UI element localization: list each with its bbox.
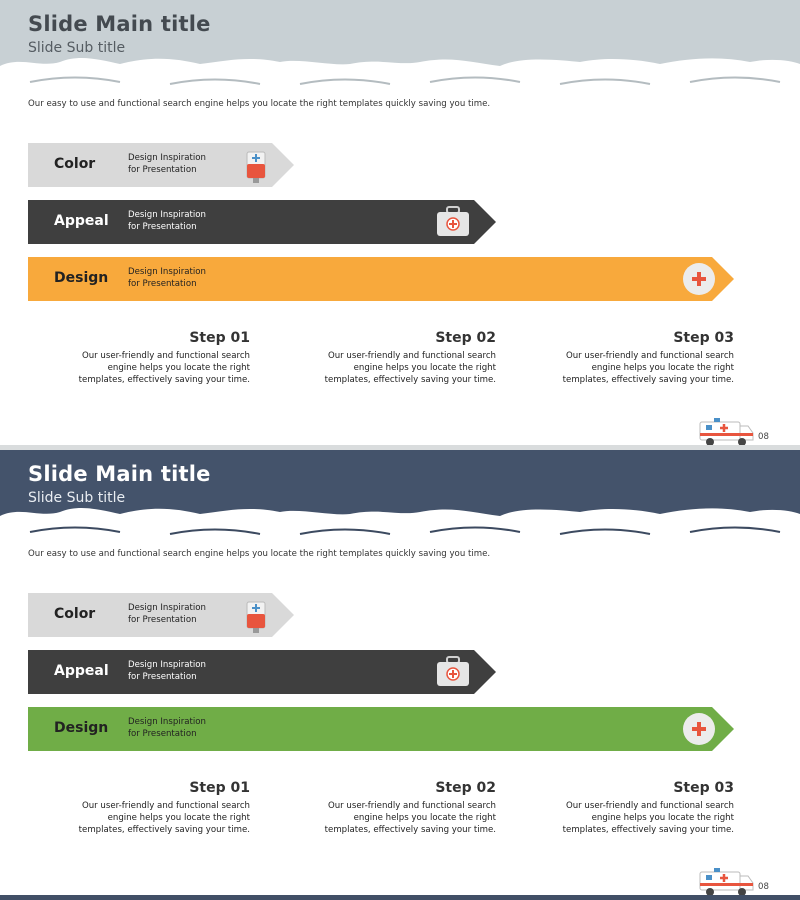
arrow-appeal <box>28 200 496 244</box>
page-number: 08 <box>758 432 769 442</box>
intro-text: Our easy to use and functional search engine helps you locate the right templates quickly saving you time. <box>28 99 491 109</box>
step-block <box>512 780 734 836</box>
step-block <box>512 330 734 386</box>
slide-header <box>0 0 800 100</box>
arrow-description: Design Inspiration for Presentation <box>128 210 206 232</box>
step-block <box>28 780 250 836</box>
step-text: Our user-friendly and functional search engine helps you locate the right templates, effectively saving your time. <box>562 801 734 835</box>
arrow-label: Color <box>54 606 96 622</box>
arrow-description: Design Inspiration for Presentation <box>128 603 206 625</box>
slide-header <box>0 450 800 550</box>
footer-bar <box>0 895 800 900</box>
step-text: Our user-friendly and functional search engine helps you locate the right templates, effectively saving your time. <box>78 351 250 385</box>
slide-subtitle: Slide Sub title <box>28 40 126 56</box>
step-title: Step 01 <box>189 330 250 346</box>
arrow-description: Design Inspiration for Presentation <box>128 660 206 682</box>
step-title: Step 03 <box>673 330 734 346</box>
arrow-appeal <box>28 650 496 694</box>
step-block <box>274 330 496 386</box>
arrow-design <box>28 707 734 751</box>
page-number: 08 <box>758 882 769 892</box>
arrow-color <box>28 143 294 187</box>
step-title: Step 03 <box>673 780 734 796</box>
intro-text: Our easy to use and functional search engine helps you locate the right templates quickly saving you time. <box>28 549 491 559</box>
arrow-label: Color <box>54 156 96 172</box>
step-text: Our user-friendly and functional search engine helps you locate the right templates, effectively saving your time. <box>324 351 496 385</box>
step-text: Our user-friendly and functional search engine helps you locate the right templates, effectively saving your time. <box>562 351 734 385</box>
arrow-color <box>28 593 294 637</box>
step-title: Step 01 <box>189 780 250 796</box>
arrow-description: Design Inspiration for Presentation <box>128 267 206 289</box>
step-block <box>28 330 250 386</box>
arrow-design <box>28 257 734 301</box>
slide-title: Slide Main title <box>28 12 211 36</box>
step-text: Our user-friendly and functional search engine helps you locate the right templates, effectively saving your time. <box>78 801 250 835</box>
arrow-label: Appeal <box>54 663 109 679</box>
arrow-label: Appeal <box>54 213 109 229</box>
arrow-description: Design Inspiration for Presentation <box>128 717 206 739</box>
arrow-label: Design <box>54 270 109 286</box>
slide-title: Slide Main title <box>28 462 211 486</box>
slide-subtitle: Slide Sub title <box>28 490 126 506</box>
step-block <box>274 780 496 836</box>
step-title: Step 02 <box>435 330 496 346</box>
step-text: Our user-friendly and functional search engine helps you locate the right templates, effectively saving your time. <box>324 801 496 835</box>
arrow-label: Design <box>54 720 109 736</box>
slide-2 <box>0 450 800 900</box>
step-title: Step 02 <box>435 780 496 796</box>
arrow-description: Design Inspiration for Presentation <box>128 153 206 175</box>
